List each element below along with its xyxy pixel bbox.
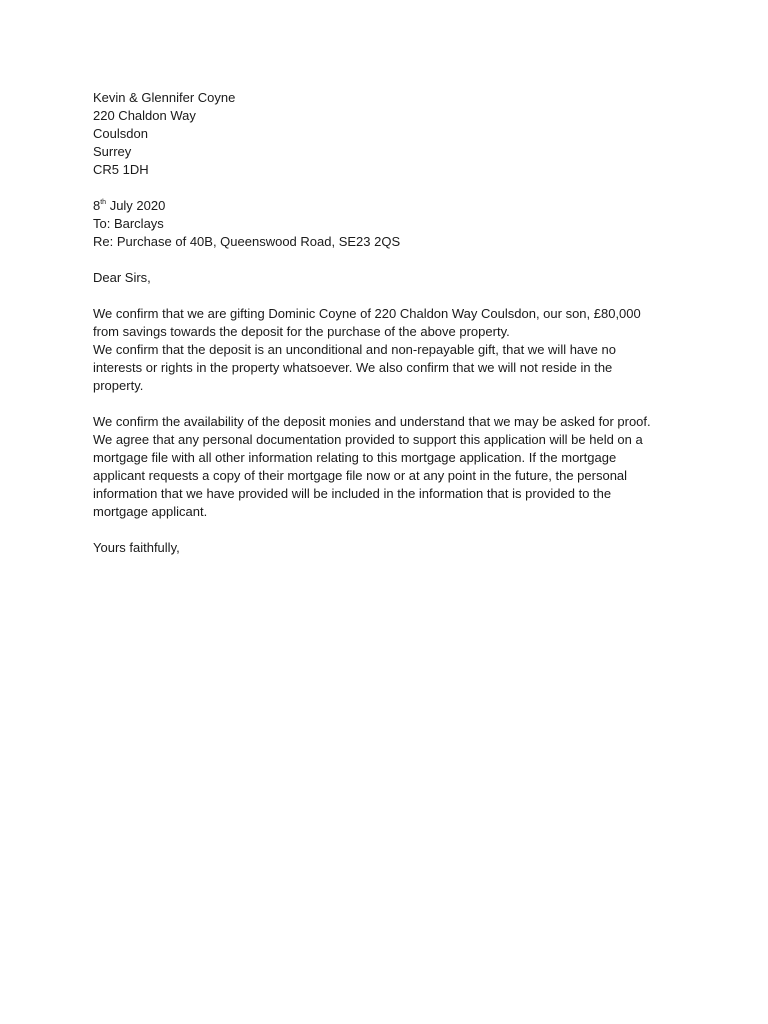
paragraph-line: mortgage file with all other information relating to this mortgage application. If the mortgage (93, 450, 617, 465)
paragraph-line: from savings towards the deposit for the purchase of the above property. (93, 324, 510, 339)
letter-date (93, 197, 693, 215)
subject-line: Re: Purchase of 40B, Queenswood Road, SE23 2QS (93, 234, 401, 249)
paragraph-line: applicant requests a copy of their mortgage file now or at any point in the future, the personal (93, 468, 628, 483)
date-suffix: th (100, 198, 107, 206)
recipient-line: To: Barclays (93, 216, 164, 231)
sender-name: Kevin & Glennifer Coyne (93, 90, 236, 105)
salutation: Dear Sirs, (93, 270, 151, 285)
paragraph-line: property. (93, 378, 144, 393)
spacer (93, 251, 693, 269)
paragraph-line: We confirm the availability of the deposit monies and understand that we may be asked for proof. (93, 414, 651, 429)
date-day: 8 (93, 198, 101, 213)
paragraph-line: interests or rights in the property whatsoever. We also confirm that we will not reside in the (93, 360, 613, 375)
letter-header (93, 197, 693, 251)
body-paragraph-2 (93, 413, 693, 521)
sender-address (93, 89, 693, 179)
spacer (93, 287, 693, 305)
spacer (93, 395, 693, 413)
sender-town: Coulsdon (93, 126, 148, 141)
body-paragraph-1 (93, 305, 693, 395)
paragraph-line: mortgage applicant. (93, 504, 208, 519)
spacer (93, 521, 693, 539)
paragraph-line: We confirm that the deposit is an unconditional and non-repayable gift, that we will have no (93, 342, 616, 357)
paragraph-line: We agree that any personal documentation provided to support this application will be held on a (93, 432, 643, 447)
sender-postcode: CR5 1DH (93, 162, 149, 177)
spacer (93, 179, 693, 197)
paragraph-line: We confirm that we are gifting Dominic Coyne of 220 Chaldon Way Coulsdon, our son, £80,000 (93, 306, 641, 321)
letter-page (93, 89, 693, 557)
sender-county: Surrey (93, 144, 132, 159)
date-rest: July 2020 (106, 198, 166, 213)
sender-street: 220 Chaldon Way (93, 108, 196, 123)
paragraph-line: information that we have provided will be included in the information that is provided to the (93, 486, 612, 501)
closing: Yours faithfully, (93, 540, 180, 555)
